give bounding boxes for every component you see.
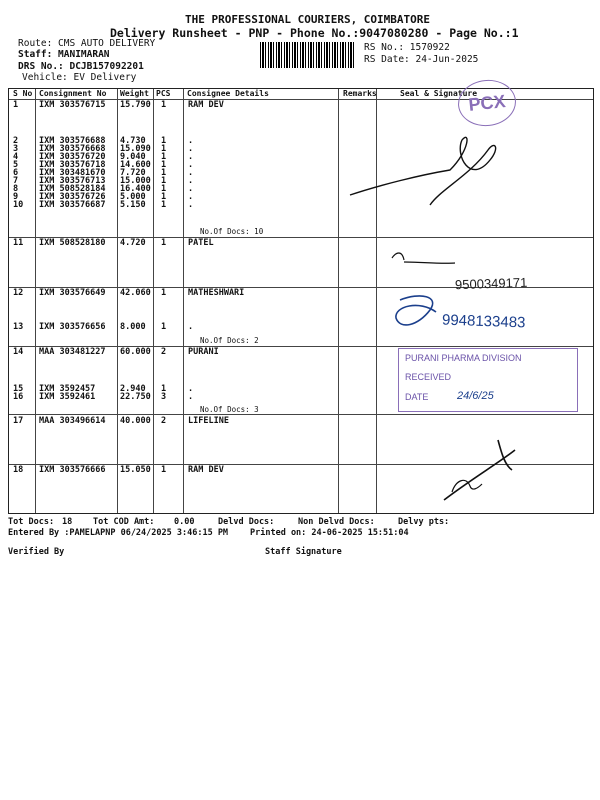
row-pcs: 1: [161, 160, 167, 170]
row-consignee: PURANI: [188, 347, 219, 357]
row-pcs: 1: [161, 144, 167, 154]
row-consignee: .: [188, 136, 194, 146]
row-consignment-no: IXM 303576666: [39, 465, 106, 475]
row-weight: 5.150: [120, 200, 146, 210]
non-delvd-docs-label: Non Delvd Docs:: [298, 517, 375, 527]
row-consignee: .: [188, 176, 194, 186]
row-consignment-no: IXM 3592461: [39, 392, 96, 402]
row-pcs: 1: [161, 192, 167, 202]
rs-number: RS No.: 1570922: [364, 42, 450, 53]
stamp-org-name: PURANI PHARMA DIVISION: [405, 353, 522, 363]
signature-stroke: [444, 440, 515, 500]
rs-date: RS Date: 24-Jun-2025: [364, 54, 479, 65]
tot-docs-value: 18: [62, 517, 73, 527]
row-pcs: 1: [161, 100, 167, 110]
row-pcs: 1: [161, 168, 167, 178]
row-pcs: 1: [161, 322, 167, 332]
tot-docs-label: Tot Docs:: [8, 517, 55, 527]
row-sno: 8: [13, 184, 19, 194]
purani-received-stamp: [398, 348, 578, 412]
row-consignment-no: IXM 303576720: [39, 152, 106, 162]
company-name: THE PROFESSIONAL COURIERS, COIMBATORE: [185, 13, 431, 26]
drs-number: DRS No.: DCJB157092201: [18, 61, 144, 72]
row-weight: 15.000: [120, 176, 151, 186]
row-consignee: .: [188, 152, 194, 162]
printed-on: Printed on: 24-06-2025 15:51:04: [250, 528, 409, 538]
staff-label: Staff: MANIMARAN: [18, 49, 110, 60]
row-sno: 15: [13, 384, 24, 394]
row-consignment-no: IXM 303576668: [39, 144, 106, 154]
col-pcs: PCS: [156, 89, 171, 98]
vehicle-label: Vehicle: EV Delivery: [22, 72, 137, 83]
row-consignment-no: IXM 303576726: [39, 192, 106, 202]
row-consignee: .: [188, 184, 194, 194]
row-sno: 4: [13, 152, 19, 162]
group-docs-count: No.Of Docs: 10: [200, 227, 264, 236]
row-sno: 6: [13, 168, 19, 178]
row-weight: 40.000: [120, 416, 151, 426]
row-weight: 4.730: [120, 136, 146, 146]
row-weight: 14.600: [120, 160, 151, 170]
row-weight: 16.400: [120, 184, 151, 194]
staff-signature: Staff Signature: [265, 547, 342, 557]
row-consignee: .: [188, 392, 194, 402]
row-consignment-no: IXM 303576713: [39, 176, 106, 186]
row-consignment-no: IXM 3592457: [39, 384, 96, 394]
group-docs-count: No.Of Docs: 3: [200, 405, 259, 414]
row-weight: 7.720: [120, 168, 146, 178]
tot-cod-label: Tot COD Amt:: [93, 517, 155, 527]
row-sno: 12: [13, 288, 24, 298]
row-pcs: 2: [161, 347, 167, 357]
row-pcs: 1: [161, 136, 167, 146]
row-consignee: .: [188, 322, 194, 332]
row-sno: 1: [13, 100, 19, 110]
col-weight: Weight: [120, 89, 149, 98]
row-consignee: .: [188, 160, 194, 170]
stamp-date-value: 24/6/25: [457, 390, 494, 402]
row-pcs: 2: [161, 416, 167, 426]
row-consignee: .: [188, 192, 194, 202]
row-weight: 2.940: [120, 384, 146, 394]
row-weight: 9.040: [120, 152, 146, 162]
pcx-stamp: PCX: [456, 77, 518, 129]
row-consignment-no: IXM 508528180: [39, 238, 106, 248]
row-pcs: 1: [161, 288, 167, 298]
row-sno: 11: [13, 238, 24, 248]
row-weight: 4.720: [120, 238, 146, 248]
row-consignment-no: IXM 303481670: [39, 168, 106, 178]
entered-by: Entered By :PAMELAPNP 06/24/2025 3:46:15 PM: [8, 528, 229, 538]
row-sno: 9: [13, 192, 19, 202]
col-seal-signature: Seal & Signature: [400, 89, 478, 98]
row-weight: 15.790: [120, 100, 151, 110]
col-sno: S No: [13, 89, 33, 98]
runsheet-subtitle: Delivery Runsheet - PNP - Phone No.:9047080280 - Page No.:1: [110, 26, 519, 40]
row-weight: 15.090: [120, 144, 151, 154]
col-consignment: Consignment No: [39, 89, 107, 98]
row-weight: 8.000: [120, 322, 146, 332]
row-weight: 42.060: [120, 288, 151, 298]
row-sno: 16: [13, 392, 24, 402]
row-pcs: 1: [161, 200, 167, 210]
verified-by: Verified By: [8, 547, 65, 557]
row-sno: 10: [13, 200, 24, 210]
row-pcs: 1: [161, 152, 167, 162]
row-sno: 13: [13, 322, 24, 332]
signature-stroke: [396, 296, 436, 325]
col-remarks: Remarks: [343, 89, 377, 98]
route-label: Route: CMS AUTO DELIVERY: [18, 38, 156, 49]
row-sno: 17: [13, 416, 24, 426]
row-pcs: 1: [161, 384, 167, 394]
row-consignment-no: IXM 303576688: [39, 136, 106, 146]
row-sno: 3: [13, 144, 19, 154]
row-consignment-no: IXM 303576715: [39, 100, 106, 110]
row-consignee: MATHESHWARI: [188, 288, 245, 298]
signature-stroke: [350, 137, 496, 205]
row-sno: 14: [13, 347, 24, 357]
stamp-date-label: DATE: [405, 392, 429, 402]
stamp-received-label: RECEIVED: [405, 372, 452, 382]
handwritten-phone: 9500349171: [454, 274, 528, 293]
row-consignee: .: [188, 144, 194, 154]
row-consignee: LIFELINE: [188, 416, 229, 426]
row-sno: 18: [13, 465, 24, 475]
delvd-docs-label: Delvd Docs:: [218, 517, 275, 527]
signature-stroke: [392, 253, 455, 263]
row-pcs: 1: [161, 465, 167, 475]
row-consignment-no: IXM 303576718: [39, 160, 106, 170]
row-consignment-no: MAA 303481227: [39, 347, 106, 357]
row-consignment-no: IXM 303576649: [39, 288, 106, 298]
handwritten-phone: 9948133483: [441, 311, 526, 332]
row-consignee: RAM DEV: [188, 100, 224, 110]
row-weight: 15.050: [120, 465, 151, 475]
row-weight: 5.000: [120, 192, 146, 202]
row-sno: 5: [13, 160, 19, 170]
row-pcs: 1: [161, 184, 167, 194]
row-consignment-no: IXM 508528184: [39, 184, 106, 194]
row-consignee: PATEL: [188, 238, 214, 248]
row-consignee: .: [188, 200, 194, 210]
row-pcs: 1: [161, 238, 167, 248]
group-docs-count: No.Of Docs: 2: [200, 336, 259, 345]
delvy-pts-label: Delvy pts:: [398, 517, 450, 527]
row-consignment-no: IXM 303576656: [39, 322, 106, 332]
row-weight: 60.000: [120, 347, 151, 357]
row-consignee: .: [188, 384, 194, 394]
row-pcs: 1: [161, 176, 167, 186]
tot-cod-value: 0.00: [174, 517, 195, 527]
row-pcs: 3: [161, 392, 167, 402]
row-consignee: RAM DEV: [188, 465, 224, 475]
row-sno: 2: [13, 136, 19, 146]
row-consignment-no: IXM 303576687: [39, 200, 106, 210]
row-weight: 22.750: [120, 392, 151, 402]
row-consignment-no: MAA 303496614: [39, 416, 106, 426]
col-consignee: Consignee Details: [187, 89, 269, 98]
row-sno: 7: [13, 176, 19, 186]
row-consignee: .: [188, 168, 194, 178]
